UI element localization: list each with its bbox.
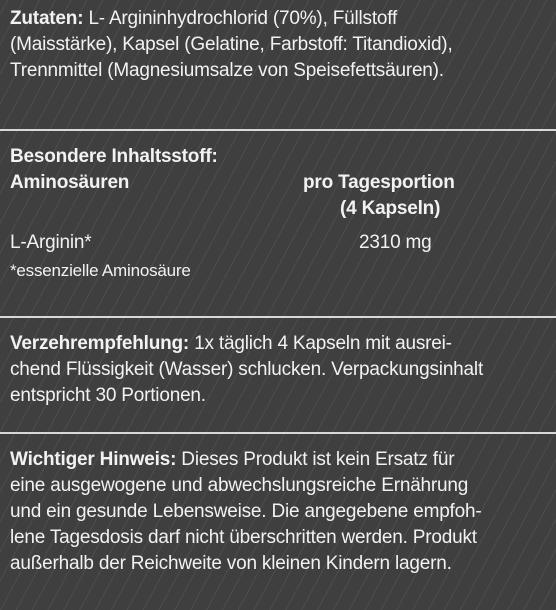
notice-line-2: eine ausgewogene und abwechslungsreiche Ernährung [10, 475, 469, 496]
nutrients-header-row-2 [10, 196, 546, 222]
ingredients-text-1: L- Argininhydrochlorid (70%), Füllstoff [88, 8, 398, 29]
ingredients-line-3: Trennmittel (Magnesiumsalze von Speisefettsäuren). [10, 60, 444, 81]
notice-label: Wichtiger Hinweis: [10, 449, 177, 470]
notice-line-4: lene Tagesdosis darf nicht überschritten werden. Produkt [10, 527, 477, 548]
footnote: *essenzielle Aminosäure [10, 261, 191, 280]
column-header-daily-portion: pro Tagesportion [303, 172, 455, 193]
nutrient-value: 2310 mg [359, 232, 432, 253]
nutrient-name: L-Arginin* [10, 232, 92, 253]
notice-section [10, 447, 546, 577]
divider [0, 432, 556, 434]
notice-line-5: außerhalb der Reichweite von kleinen Kindern lagern. [10, 553, 452, 574]
column-header-capsules: (4 Kapseln) [340, 198, 441, 219]
dosage-label: Verzehrempfehlung: [10, 333, 190, 354]
divider [0, 129, 556, 131]
nutrients-heading: Besondere Inhaltsstoff: [10, 146, 218, 167]
table-row [10, 230, 546, 256]
ingredients-label: Zutaten: [10, 8, 84, 29]
divider [0, 316, 556, 318]
notice-line-3: und ein gesunde Lebensweise. Die angegebene empfoh- [10, 501, 482, 522]
ingredients-line-1 [10, 6, 546, 32]
column-header-aminoacids: Aminosäuren [10, 172, 130, 193]
dosage-text-1: 1x täglich 4 Kapseln mit ausrei- [194, 333, 452, 354]
ingredients-section [10, 6, 546, 84]
notice-text-1: Dieses Produkt ist kein Ersatz für [181, 449, 455, 470]
nutrients-header-row [10, 170, 546, 196]
ingredients-line-2: (Maisstärke), Kapsel (Gelatine, Farbstoff: Titandioxid), [10, 34, 453, 55]
dosage-line-2: chend Flüssigkeit (Wasser) schlucken. Verpackungsinhalt [10, 359, 484, 380]
dosage-line-1 [10, 331, 546, 357]
notice-line-1 [10, 447, 546, 473]
dosage-line-3: entspricht 30 Portionen. [10, 385, 206, 406]
dosage-section [10, 331, 546, 409]
nutrients-section [10, 144, 546, 282]
